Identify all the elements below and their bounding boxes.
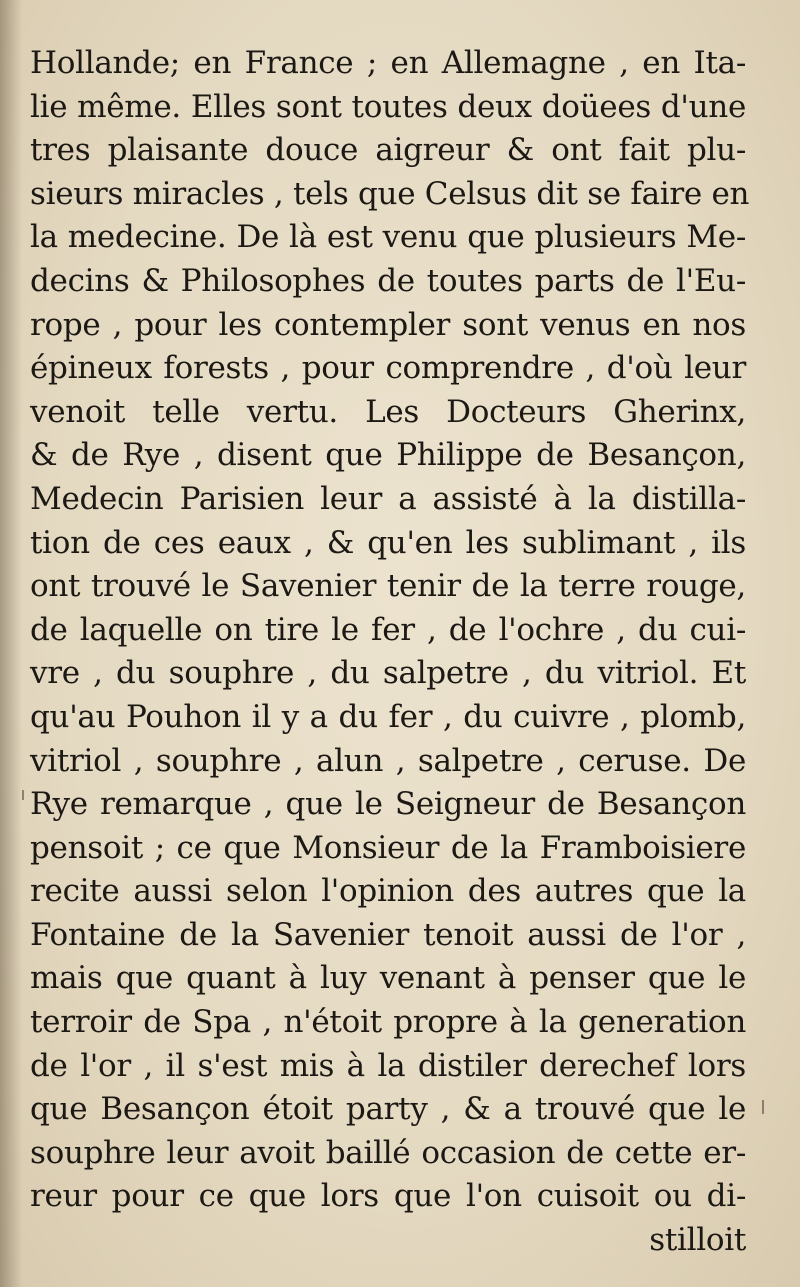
text-line: terroir de Spa , n'étoit propre à la generation — [30, 1004, 746, 1041]
text-line: tion de ces eaux , & qu'en les sublimant , ils — [30, 524, 746, 561]
text-line: souphre leur avoit baillé occasion de cette er- — [30, 1134, 746, 1171]
catchword: stilloit — [649, 1222, 746, 1259]
text-line: & de Rye , disent que Philippe de Besançon, — [30, 437, 746, 474]
text-line: venoit telle vertu. Les Docteurs Gherinx, — [30, 393, 746, 430]
gutter-shadow — [0, 0, 22, 1287]
text-line: de l'or , il s'est mis à la distiler derechef lors — [30, 1047, 746, 1084]
text-line: Hollande; en France ; en Allemagne , en Ita- — [30, 45, 746, 81]
text-line: tres plaisante douce aigreur & ont fait plu- — [30, 132, 746, 169]
text-line: reur pour ce que lors que l'on cuisoit ou di- — [30, 1178, 746, 1215]
text-line: vitriol , souphre , alun , salpetre , ceruse. De — [30, 742, 746, 779]
text-line: decins & Philosophes de toutes parts de l'Eu- — [30, 262, 746, 299]
text-line: vre , du souphre , du salpetre , du vitriol. Et — [30, 655, 746, 692]
text-line: la medecine. De là est venu que plusieurs Me- — [30, 219, 746, 256]
margin-tick — [762, 1100, 764, 1114]
text-line: que Besançon étoit party , & a trouvé que le — [30, 1091, 746, 1128]
text-line: pensoit ; ce que Monsieur de la Framboisiere — [30, 829, 746, 866]
text-line: Rye remarque , que le Seigneur de Besançon — [30, 786, 746, 823]
text-line: ont trouvé le Savenier tenir de la terre rouge, — [30, 568, 746, 605]
text-line: qu'au Pouhon il y a du fer , du cuivre , plomb, — [30, 698, 746, 735]
text-line: épineux forests , pour comprendre , d'où leur — [30, 350, 746, 387]
text-line: mais que quant à luy venant à penser que le — [30, 960, 746, 997]
text-line: recite aussi selon l'opinion des autres que la — [30, 873, 746, 910]
text-line: sieurs miracles , tels que Celsus dit se faire en — [30, 175, 750, 212]
body-text — [30, 42, 750, 1263]
text-line: Medecin Parisien leur a assisté à la distilla- — [30, 480, 746, 517]
text-line: Fontaine de la Savenier tenoit aussi de l'or , — [30, 916, 746, 953]
text-line: rope , pour les contempler sont venus en nos — [30, 306, 746, 343]
text-line: lie même. Elles sont toutes deux doüees d'une — [30, 88, 746, 125]
text-line: de laquelle on tire le fer , de l'ochre , du cui- — [30, 611, 746, 648]
margin-mark — [22, 790, 24, 800]
